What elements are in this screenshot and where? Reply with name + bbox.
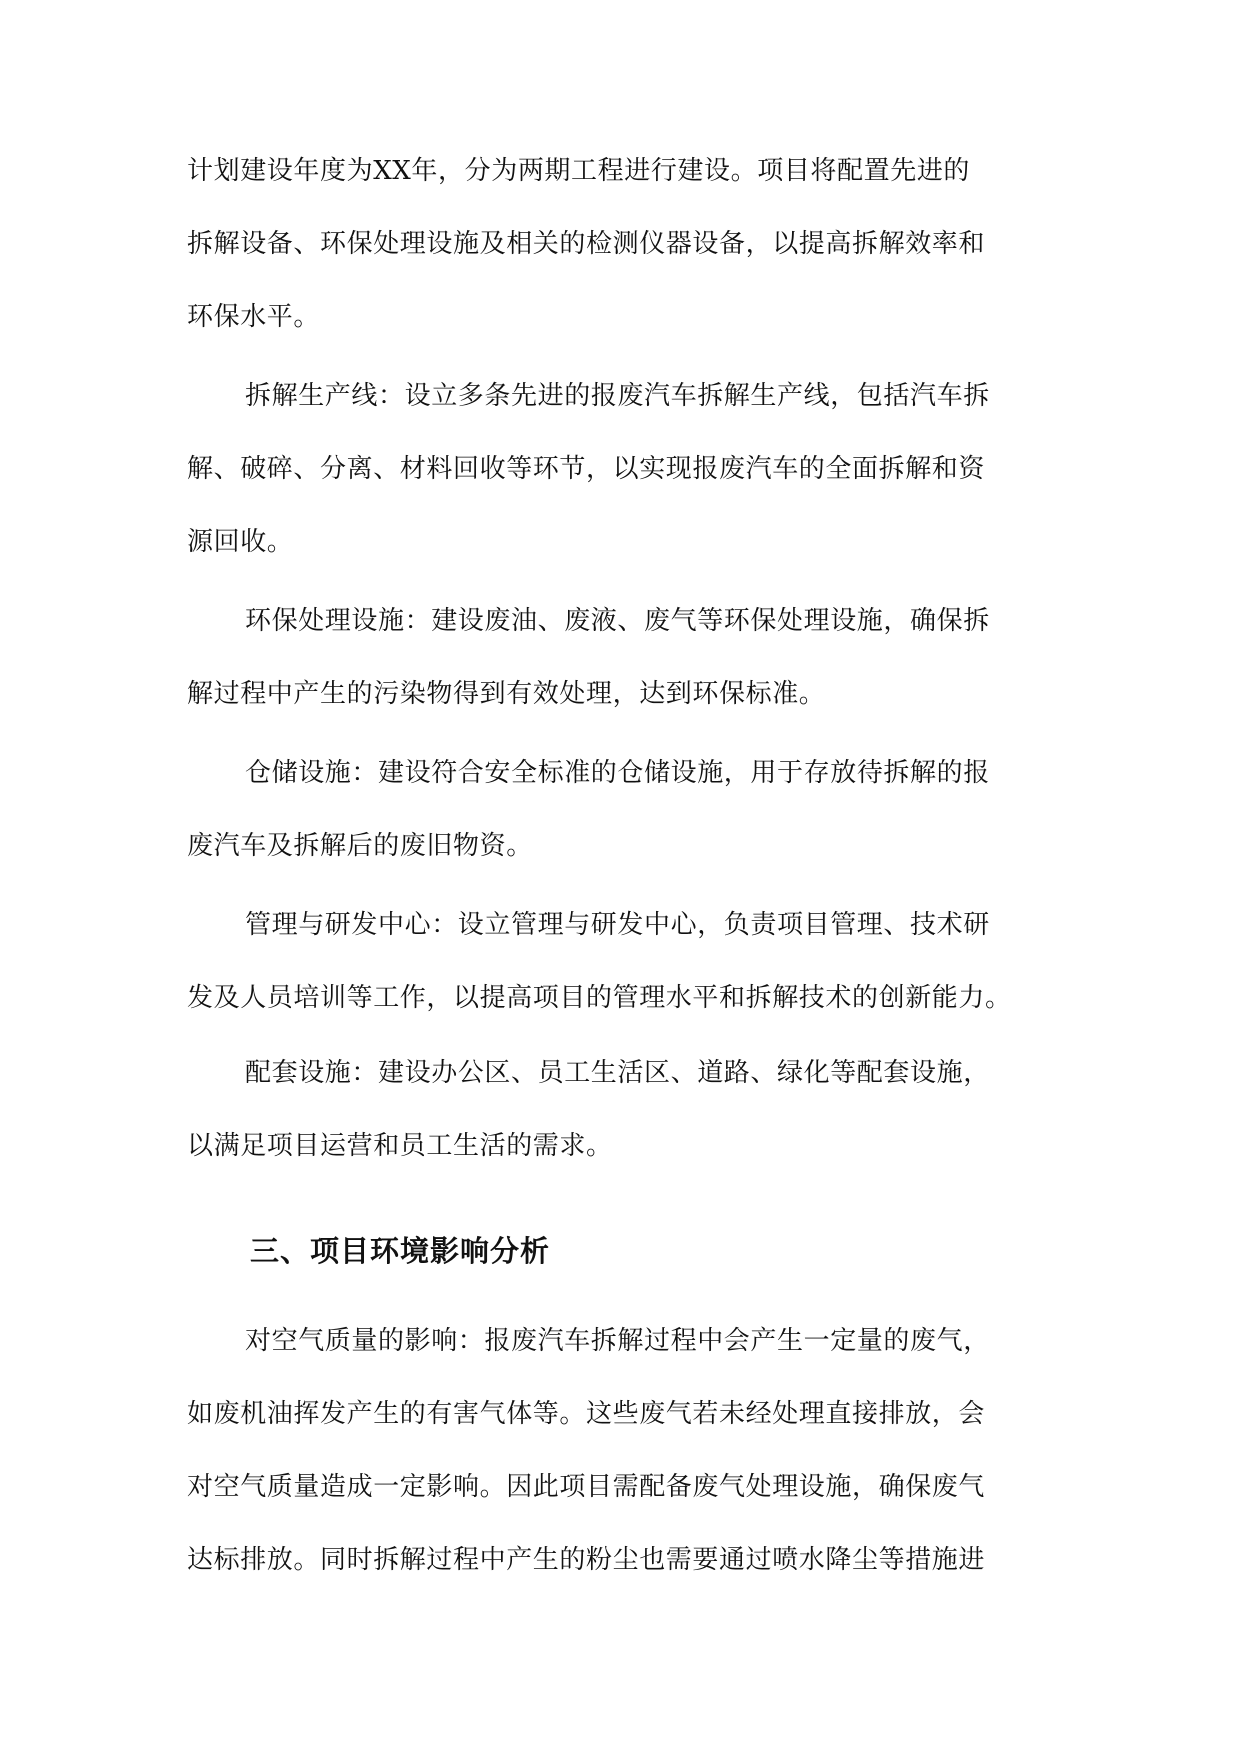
paragraph-line: 环保水平。 bbox=[187, 302, 321, 332]
paragraph-line: 配套设施：建设办公区、员工生活区、道路、绿化等配套设施， bbox=[245, 1058, 990, 1088]
paragraph-line: 发及人员培训等工作，以提高项目的管理水平和拆解技术的创新能力。 bbox=[187, 983, 1012, 1013]
paragraph-line: 拆解生产线：设立多条先进的报废汽车拆解生产线，包括汽车拆 bbox=[245, 381, 990, 411]
paragraph-line: 环保处理设施：建设废油、废液、废气等环保处理设施，确保拆 bbox=[245, 606, 990, 636]
section-heading: 三、项目环境影响分析 bbox=[250, 1234, 551, 1268]
paragraph-line: 以满足项目运营和员工生活的需求。 bbox=[187, 1131, 613, 1161]
paragraph-line: 拆解设备、环保处理设施及相关的检测仪器设备，以提高拆解效率和 bbox=[187, 229, 986, 259]
paragraph-line: 对空气质量的影响：报废汽车拆解过程中会产生一定量的废气， bbox=[245, 1326, 990, 1356]
paragraph-line: 管理与研发中心：设立管理与研发中心，负责项目管理、技术研 bbox=[245, 910, 990, 940]
paragraph-line: 对空气质量造成一定影响。因此项目需配备废气处理设施，确保废气 bbox=[187, 1472, 986, 1502]
paragraph-line: 如废机油挥发产生的有害气体等。这些废气若未经处理直接排放，会 bbox=[187, 1399, 986, 1429]
paragraph-line: 源回收。 bbox=[187, 527, 294, 557]
paragraph-line: 废汽车及拆解后的废旧物资。 bbox=[187, 831, 533, 861]
paragraph-line: 解、破碎、分离、材料回收等环节，以实现报废汽车的全面拆解和资 bbox=[187, 454, 986, 484]
paragraph-line: 仓储设施：建设符合安全标准的仓储设施，用于存放待拆解的报 bbox=[245, 758, 990, 788]
paragraph-line: 计划建设年度为XX年，分为两期工程进行建设。项目将配置先进的 bbox=[187, 156, 971, 186]
paragraph-line: 解过程中产生的污染物得到有效处理，达到环保标准。 bbox=[187, 679, 826, 709]
paragraph-line: 达标排放。同时拆解过程中产生的粉尘也需要通过喷水降尘等措施进 bbox=[187, 1545, 986, 1575]
